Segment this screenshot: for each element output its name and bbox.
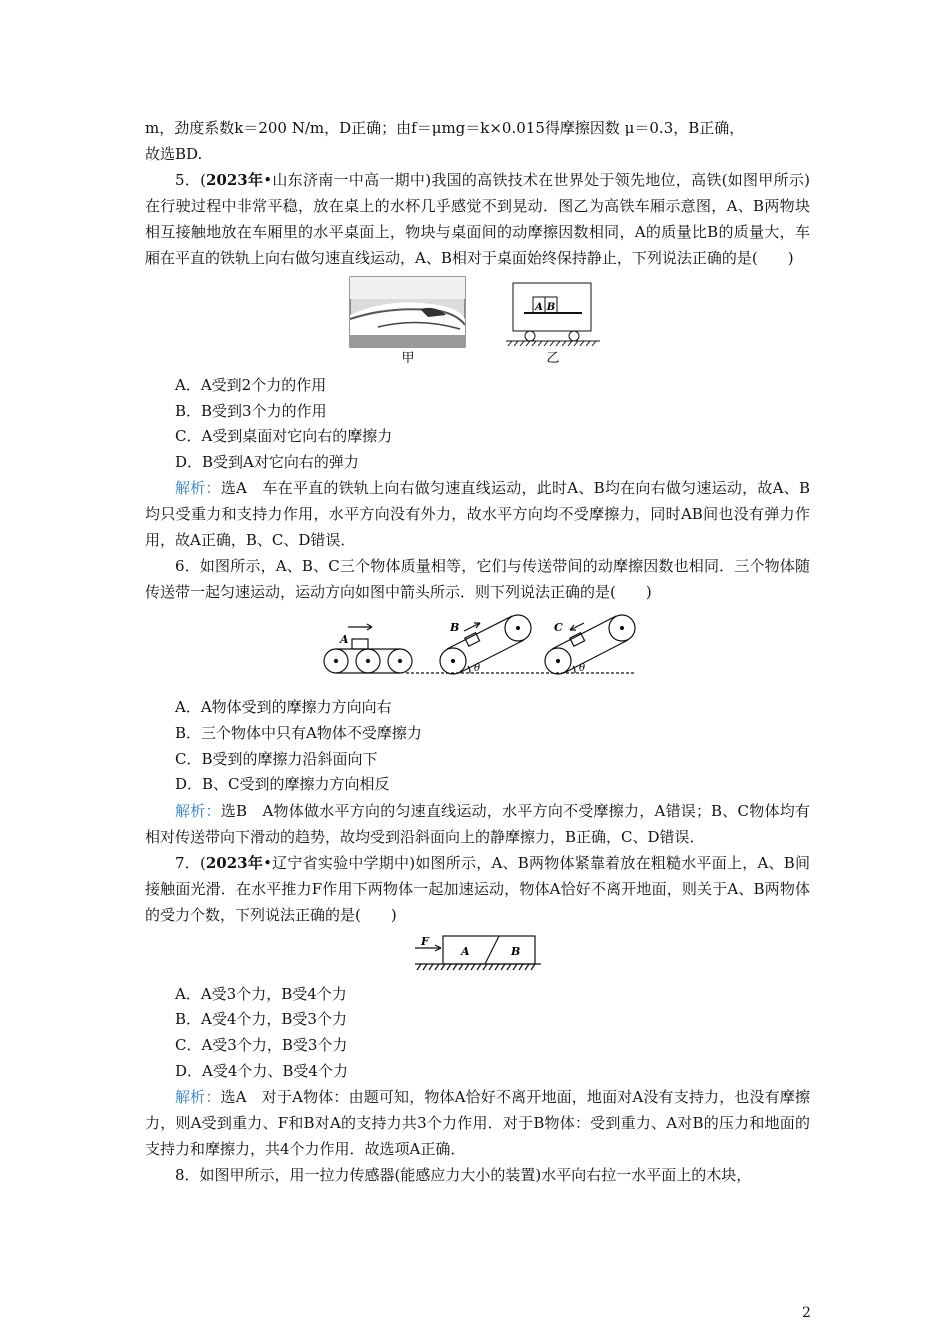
q7-stem-text: 如图所示，A、B两物体紧靠着放在粗糙水平面上，A、B间接触面光滑．在水平推力F作用下两物体一起加速运动，物体A恰好不离开地面，则关于A、B两物体的受力个数，下列说法正确的是( ) [145, 853, 811, 924]
q7-label-b: B [510, 944, 520, 958]
q6-stem-text: 如图所示，A、B、C三个物体质量相等，它们与传送带间的动摩擦因数也相同．三个物体随传送带一起匀速运动，运动方向如图中箭头所示．则下列说法正确的是( ) [145, 557, 810, 602]
q7-option-b: B．A受4个力，B受3个力 [175, 1010, 347, 1029]
q7-stem: 7．(2023年•辽宁省实验中学期中)如图所示，A、B两物体紧靠着放在粗糙水平面上，A、B间接触面光滑．在水平推力F作用下两物体一起加速运动，物体A恰好不离开地面，则关于A、B两物体的受力个数，下列说法正确的是( ) [145, 853, 811, 924]
q5-analysis-text: 选A 车在平直的铁轨上向右做匀速直线运动，此时A、B均在向右做匀速运动，故A、B均只受重力和支持力作用，水平方向没有外力，故水平方向均不受摩擦力，同时AB间也没有弹力作用，故A正确，B、C、D错误． [145, 479, 810, 550]
q7-figure [413, 932, 543, 974]
q8-number: 8． [175, 1166, 200, 1185]
content [145, 115, 810, 1188]
q7-option-c: C．A受3个力，B受3个力 [175, 1035, 348, 1054]
q7-source: •辽宁省实验中学期中) [263, 853, 416, 872]
train-photo [350, 277, 465, 347]
q5-number: 5． [175, 171, 201, 189]
q6-figure [318, 611, 638, 687]
q5-stem-text: 我国的高铁技术在世界处于领先地位，高铁(如图甲所示)在行驶过程中非常平稳，放在桌上的水杯几乎感觉不到晃动．图乙为高铁车厢示意图，A、B两物块相互接触地放在车厢里的水平桌面上，物块与桌面间的动摩擦因数相同，A的质量比B的质量大，车厢在平直的铁轨上向右做匀速直线运动，A、B相对于桌面始终保持静止，下列说法正确的是( ) [145, 171, 810, 267]
q7-analysis-label: 解析： [175, 1088, 221, 1107]
q5-label-yi: 乙 [545, 351, 560, 366]
q6-label-a: A [339, 633, 349, 647]
q5-option-c: C．A受到桌面对它向右的摩擦力 [175, 427, 393, 446]
q5-stem: 5．(2023年•山东济南一中高一期中)我国的高铁技术在世界处于领先地位，高铁(如图甲所示)在行驶过程中非常平稳，放在桌上的水杯几乎感觉不到晃动．图乙为高铁车厢示意图，A、B两物块相互接触地放在车厢里的水平桌面上，物块与桌面间的动摩擦因数相同，A的质量比B的质量大，车厢在平直的铁轨上向右做匀速直线运动，A、B相对于桌面始终保持静止，下列说法正确的是( ) [145, 171, 810, 267]
q6-theta-b: θ [473, 663, 480, 675]
q6-option-a: A．A物体受到的摩擦力方向向右 [175, 698, 392, 717]
q8-stem-text: 如图甲所示，用一拉力传感器(能感应力大小的装置)水平向右拉一水平面上的木块， [199, 1166, 752, 1185]
q6-analysis [145, 798, 810, 850]
q6-analysis-text: 选B A物体做水平方向的匀速直线运动，水平方向不受摩擦力，A错误；B、C物体均有相对传送带向下滑动的趋势，故均受到沿斜面向上的静摩擦力，B正确，C、D错误． [145, 801, 810, 846]
q5-analysis-label: 解析： [175, 479, 221, 498]
q5-box-b: B [546, 302, 555, 313]
q6-theta-c: θ [578, 663, 585, 675]
q6-label-c: C [553, 621, 563, 635]
q6-option-b: B．三个物体中只有A物体不受摩擦力 [175, 723, 422, 742]
q5-label-jia: 甲 [400, 351, 415, 366]
q7-year: 2023年 [205, 853, 264, 872]
q5-source: •山东济南一中高一期中) [263, 171, 432, 189]
q5-figure [348, 275, 608, 367]
q6-label-b: B [449, 621, 459, 635]
q6-options [145, 695, 810, 797]
q8-stem [145, 1162, 810, 1188]
carryover-line-1: m，劲度系数k＝200 N/m，D正确；由f＝μmg＝k×0.015得摩擦因数 μ＝0.3，B正确， [145, 119, 745, 137]
page-number: 2 [802, 1305, 811, 1321]
conveyor-a [324, 624, 412, 673]
q7-label-f: F [420, 934, 429, 948]
q5-option-d: D．B受到A对它向右的弹力 [175, 452, 359, 471]
q5-options [145, 373, 810, 475]
q6-stem [145, 553, 810, 605]
q5-analysis [145, 475, 810, 553]
carriage-diagram [506, 283, 600, 346]
q5-option-b: B．B受到3个力的作用 [175, 401, 327, 420]
q7-option-d: D．A受4个力、B受4个力 [175, 1061, 348, 1080]
q7-options [145, 982, 810, 1084]
q7-analysis [145, 1084, 810, 1162]
q6-number: 6． [175, 557, 200, 576]
q5-year: 2023年 [205, 171, 264, 189]
carryover-line-2: 故选BD. [145, 145, 203, 163]
q5-option-a: A．A受到2个力的作用 [175, 376, 327, 394]
q7-analysis-text: 选A 对于A物体：由题可知，物体A恰好不离开地面，地面对A没有支持力，也没有摩擦力，则A受到重力、F和B对A的支持力共3个力作用．对于B物体：受到重力、A对B的压力和地面的支持力和摩擦力，共4个力作用．故选项A正确． [145, 1088, 810, 1159]
q7-label-a: A [460, 944, 470, 958]
q6-option-d: D．B、C受到的摩擦力方向相反 [175, 775, 390, 794]
q7-option-a: A．A受3个力，B受4个力 [175, 984, 347, 1003]
q5-box-a: A [534, 302, 543, 313]
q7-number: 7． [175, 853, 201, 872]
q6-analysis-label: 解析： [175, 801, 221, 820]
q6-option-c: C．B受到的摩擦力沿斜面向下 [175, 749, 378, 768]
